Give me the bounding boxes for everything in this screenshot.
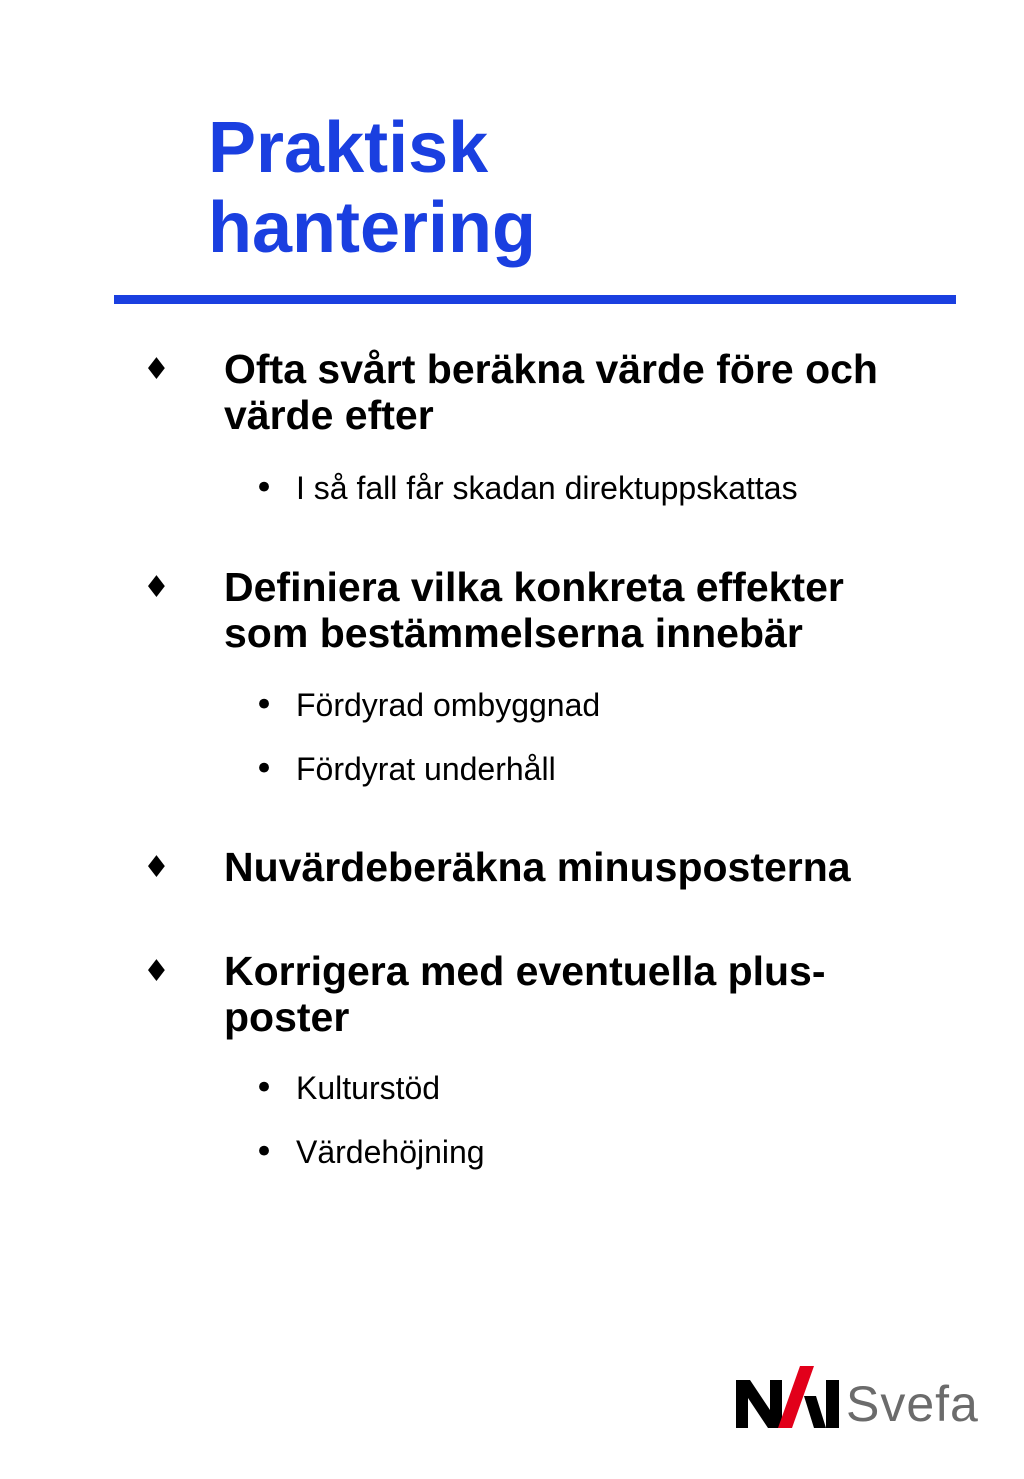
bullet-text: Nuvärdeberäkna minusposterna — [224, 844, 851, 890]
sub-bullet-text: Värdehöjning — [296, 1134, 485, 1170]
dot-bullet-icon: • — [254, 1068, 275, 1108]
sub-bullet-text: Kulturstöd — [296, 1070, 441, 1106]
sub-bullet-text: I så fall får skadan direktuppskattas — [296, 470, 798, 506]
dot-bullet-icon: • — [254, 468, 275, 508]
title-divider — [114, 295, 956, 304]
diamond-bullet-icon: ♦ — [143, 352, 170, 387]
slide-title — [208, 108, 536, 268]
slide-title-line1: Praktisk — [208, 108, 489, 188]
dot-bullet-icon: • — [254, 685, 275, 725]
sub-bullet-text: Fördyrad ombyggnad — [296, 687, 601, 723]
bullet-text: Ofta svårt beräkna värde före och värde efter — [224, 346, 878, 438]
dot-bullet-icon: • — [254, 749, 275, 789]
diamond-bullet-icon: ♦ — [143, 850, 170, 885]
dot-bullet-icon: • — [254, 1132, 275, 1172]
sub-bullet-text: Fördyrat underhåll — [296, 751, 556, 787]
slide-title-line2: hantering — [208, 188, 537, 268]
diamond-bullet-icon: ♦ — [143, 954, 170, 989]
logo-wordmark: Svefa — [846, 1376, 979, 1432]
bullet-text: Korrigera med eventuella plus-poster — [224, 948, 826, 1040]
diamond-bullet-icon: ♦ — [143, 570, 170, 605]
bullet-text: Definiera vilka konkreta effekter som bestämmelserna innebär — [224, 564, 844, 656]
